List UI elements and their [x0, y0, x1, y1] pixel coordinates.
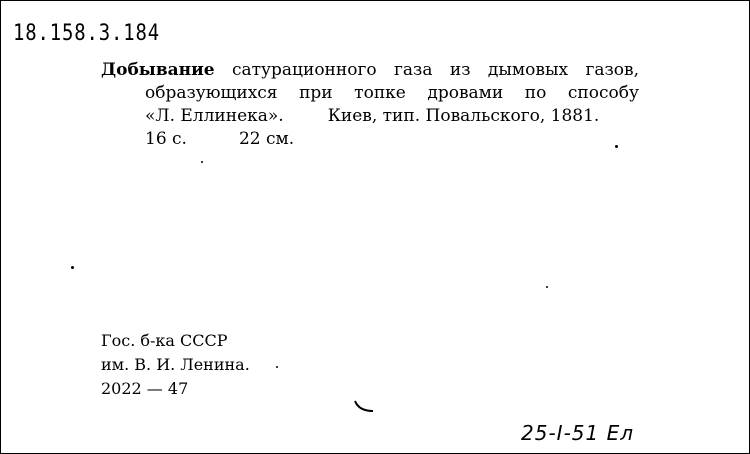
title-rest: сатурационного газа из дымовых газов,	[231, 60, 640, 80]
title-line-2: образующихся при топке дровами по способу	[145, 83, 639, 103]
title-end: «Л. Еллинека».	[145, 106, 284, 126]
pen-mark	[353, 399, 377, 415]
page-count: 16 с.	[145, 129, 187, 149]
library-name: Гос. б-ка СССР	[101, 331, 228, 350]
title-first-word: Добывание	[101, 60, 215, 80]
publication-info: Киев, тип. Повальского, 1881.	[327, 106, 600, 126]
ink-speck	[546, 286, 548, 288]
library-name-2: им. В. И. Ленина.	[101, 355, 250, 374]
title-line-1	[101, 59, 639, 82]
shelfmark: 18.158.3.184	[13, 21, 161, 46]
book-size: 22 см.	[238, 129, 295, 149]
ink-speck	[615, 145, 618, 148]
physical-description	[101, 128, 639, 151]
library-holding	[101, 329, 250, 401]
ink-speck	[201, 161, 203, 163]
ink-speck	[276, 366, 278, 368]
ink-speck	[71, 266, 74, 269]
accession-number: 2022 — 47	[101, 379, 189, 398]
bibliographic-entry	[101, 59, 639, 151]
handwritten-date-note: 25-Ⅰ-51 Ел	[521, 421, 635, 445]
title-line-3	[101, 105, 639, 128]
